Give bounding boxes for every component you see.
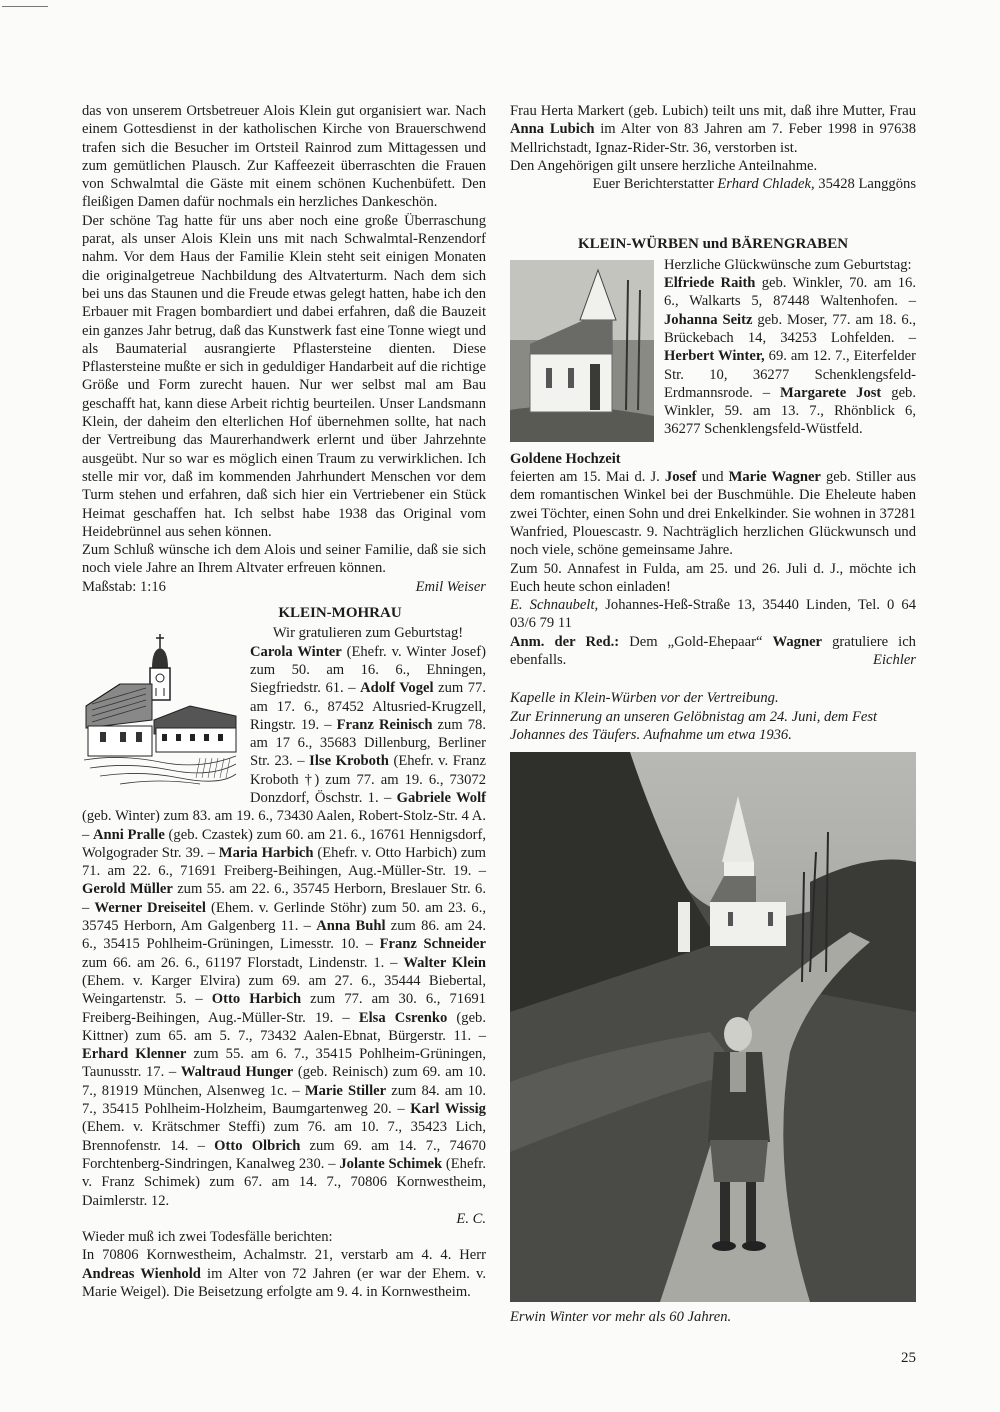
mohrau-details: zum 78. am 17 6., 35683 Dillenburg, Berliner Str. 23. –: [250, 716, 486, 770]
editor-note-signature: Eichler: [873, 652, 916, 669]
mohrau-signature-row: [82, 1210, 486, 1228]
wuerben-name: Herbert Winter,: [664, 348, 765, 365]
editor-note-name: Wagner: [772, 633, 823, 650]
wuerben-name: Elfriede Raith: [664, 275, 756, 292]
paragraph-visit: das von unserem Ortsbetreuer Alois Klein gut organisiert war. Nach einem Gottesdienst in der katholischen Kirche von Brauerschwend trafen sich die Besucher im Ortsteil Rainrod zum Mittagessen und zum gemütlichen Plausch. Zur Kaffeezeit überraschten die Frauen von Schwalmtal die Gäste mit einem schönen Kuchenbüfett. Den fleißigen Damen dafür nochmals ein herzliches Dankeschön.: [82, 103, 486, 211]
paragraph-closing: Zum Schluß wünsche ich dem Alois und seiner Familie, daß sie sich noch viele Jahre an Ihrem Altvater erfreuen können.: [82, 542, 486, 577]
wuerben-details: 69. am 12. 7., Eiterfelder Str. 10, 36277 Schenklengsfeld-Erdmannsrode. –: [664, 348, 916, 401]
reporter-line: [510, 175, 916, 193]
mohrau-name: Adolf Vogel: [360, 680, 434, 697]
wuerben-details: geb. Winkler, 70. am 16. 6., Walkarts 5, 87448 Waltenhofen. –: [664, 275, 916, 310]
editor-note-part2: gratuliere ich ebenfalls.: [510, 633, 916, 669]
lubich-notice-name: Anna Lubich: [510, 121, 595, 138]
death-intro: Wieder muß ich zwei Todesfälle berichten:: [82, 1229, 333, 1246]
reporter-label: Euer Berichterstatter: [592, 176, 718, 193]
mohrau-details: (Ehefr. v. Franz Kroboth †) zum 77. am 19. 6., 73072 Donzdorf, Öschstr. 1. –: [250, 753, 486, 806]
mohrau-details: (Ehefr. v. Otto Harbich) zum 71. am 22. 6., 71691 Freiberg-Beihingen, Aug.-Müller-Str. 19. –: [82, 844, 486, 880]
lubich-notice-part1: Frau Herta Markert (geb. Lubich) teilt uns mit, daß ihre Mutter, Frau: [510, 103, 916, 119]
reporter-name: Erhard Chladek,: [717, 176, 815, 193]
wuerben-details: geb. Winkler, 59. am 13. 7., Rhönblick 6, 36277 Schenklengsfeld-Wüstfeld.: [664, 384, 916, 438]
mohrau-details: zum 86. am 24. 6., 35415 Pohlheim-Grüningen, Limesstr. 10. –: [82, 918, 486, 953]
wuerben-name: Johanna Seitz: [664, 311, 753, 328]
mohrau-details: (Ehem. v. Krätschmer Steffi) zum 76. am 10. 7., 35423 Lich, Brennofenstr. 14. –: [82, 1119, 486, 1154]
annafest-invite: Zum 50. Annafest in Fulda, am 25. und 26. Juli d. J., möchte ich Euch heute schon einladen!: [510, 560, 916, 595]
right-column: [510, 102, 916, 1327]
mohrau-name: Gerold Müller: [82, 881, 173, 898]
mohrau-details: (Ehem. v. Gerlinde Stöhr) zum 50. am 23. 6., 35745 Herborn, Am Galgenberg 11. –: [82, 899, 486, 935]
village-sketch-image: [80, 628, 240, 788]
mohrau-name: Waltraud Hunger: [180, 1064, 294, 1081]
contact-address: Johannes-Heß-Straße 13, 35440 Linden, Tel. 0 64 03/6 79 11: [510, 597, 916, 632]
heading-klein-mohrau: KLEIN-MOHRAU: [278, 605, 402, 622]
paragraph-altvaterturm: Der schöne Tag hatte für uns aber noch eine große Überraschung parat, als unser Alois Klein uns mit nach Schwalmtal-Renzendorf nahm. Vor dem Haus der Familie Klein steht seit einigen Monaten die originalgetreue Nachbildung des Altvaterturm. Nach dem sich bei uns das Staunen und die Freude etwas gelegt hatten, habe ich den Erbauer mit Fragen bombardiert und dabei erfahren, daß die Bauzeit ein ganzes Jahr betrug, daß das Kunstwerk fast eine Tonne wiegt und als Baumaterial ausrangierte Pflastersteine dienten. Diese Pflastersteine mußte er sich in geduldiger Handarbeit auf die richtige Größe und Form zurecht hauen. Nur wer selbst mal am Bau geschafft hat, kann diese Arbeit richtig beurteilen. Unser Landsmann Klein, der daheim den elterlichen Hof übernehmen sollte, hat nach der Vertreibung das Maurerhandwerk erlernt und über Jahrzehnte ausgeübt. Nur so war es möglich einen Traum zu verwirklichen. Ich stelle mir vor, daß im kommenden Jahrhundert Menschen vor dem Turm stehen und erfahren, daß sich hier ein Vertriebener ein Stück Heimat geschaffen hat. Ich selbst habe 1938 das Original vom Heidebrünnel aus sehen können.: [82, 212, 486, 540]
mohrau-name: Carola Winter: [250, 643, 342, 660]
editor-note: [510, 633, 916, 670]
left-column: [82, 102, 486, 1301]
mohrau-details: zum 55. am 6. 7., 35415 Pohlheim-Grüningen, Taunusstr. 17. –: [82, 1046, 486, 1081]
golden-wedding-part1: feierten am 15. Mai d. J.: [510, 469, 665, 486]
contact-name: E. Schnaubelt,: [510, 597, 599, 614]
death-notice-part1: In 70806 Kornwestheim, Achalmstr. 21, verstarb am 4. 4. Herr: [82, 1247, 486, 1264]
mohrau-name: Karl Wissig: [410, 1101, 486, 1118]
mohrau-details: (geb. Czastek) zum 60. am 21. 6., 16761 Hennigsdorf, Wolgograder Str. 39. –: [82, 826, 486, 861]
mohrau-name: Otto Olbrich: [214, 1137, 301, 1154]
chapel-photo-drawing: [510, 260, 654, 442]
mohrau-name: Maria Harbich: [218, 844, 314, 861]
editor-note-label: Anm. der Red.:: [510, 633, 620, 650]
mohrau-details: (geb. Kittner) zum 65. am 5. 7., 73432 Aalen-Ebnat, Bürgerstr. 11. –: [82, 1009, 486, 1044]
mohrau-details: zum 84. am 10. 7., 35415 Pohlheim-Holzheim, Baumgartenweg 20. –: [82, 1082, 487, 1118]
mohrau-details: zum 66. am 26. 6., 61197 Florstadt, Lindenstr. 1. –: [82, 954, 404, 971]
mohrau-name: Walter Klein: [403, 954, 486, 971]
mohrau-name: Jolante Schimek: [339, 1155, 443, 1172]
page-edge-mark: [2, 6, 48, 7]
mohrau-name: Franz Reinisch: [336, 716, 433, 733]
golden-wedding-part2: und: [696, 469, 729, 486]
mohrau-signature: E. C.: [456, 1210, 486, 1227]
mohrau-name: Gabriele Wolf: [396, 789, 486, 806]
mohrau-details: zum 55. am 22. 6., 35745 Herborn, Breslauer Str. 6. –: [82, 881, 486, 916]
chapel-caption: Kapelle in Klein-Würben vor der Vertreibung.: [510, 690, 779, 707]
scale-signature-row: [82, 578, 486, 596]
reporter-place: 35428 Langgöns: [814, 176, 916, 193]
mohrau-name: Marie Stiller: [304, 1082, 387, 1099]
chapel-caption-detail: Zur Erinnerung an unseren Gelöbnistag am 24. Juni, dem Fest Johannes des Täufers. Aufnahme um etwa 1936.: [510, 708, 878, 743]
heading-klein-wuerben: KLEIN-WÜRBEN und BÄRENGRABEN: [577, 236, 849, 253]
lubich-notice-part2: im Alter von 83 Jahren am 7. Feber 1998 in 97638 Mellrichstadt, Ignaz-Rider-Str. 36, verstorben ist.: [510, 121, 916, 156]
mohrau-name: Werner Dreiseitel: [94, 899, 206, 916]
golden-wedding-text: [510, 468, 916, 559]
wuerben-intro: Herzliche Glückwünsche zum Geburtstag:: [664, 256, 912, 273]
golden-wedding-name1: Josef: [664, 469, 697, 486]
mohrau-details: (geb. Winter) zum 83. am 19. 6., 73430 Aalen, Robert-Stolz-Str. 4 A. –: [82, 808, 486, 843]
death-notice-name: Andreas Wienhold: [82, 1265, 201, 1282]
mohrau-name: Otto Harbich: [211, 991, 302, 1008]
death-notice: [82, 1246, 486, 1301]
mohrau-intro: Wir gratulieren zum Geburtstag!: [272, 625, 464, 642]
mohrau-name: Franz Schneider: [379, 936, 486, 953]
page-number: 25: [901, 1350, 916, 1366]
mohrau-details: zum 77. am 30. 6., 71691 Freiberg-Beihingen, Aug.-Müller-Str. 19. –: [82, 991, 486, 1026]
mohrau-details: zum 77. am 17. 6., 87452 Altusried-Krugzell, Ringstr. 19. –: [250, 680, 487, 733]
mohrau-name: Erhard Klenner: [82, 1046, 187, 1063]
golden-wedding-name2: Marie Wagner: [728, 469, 821, 486]
mohrau-details: (geb. Reinisch) zum 69. am 10. 7., 81919 München, Alsenweg 1c. –: [82, 1064, 487, 1099]
mohrau-details: (Ehefr. v. Franz Schimek) zum 67. am 14. 7., 70806 Kornwestheim, Daimlerstr. 12.: [82, 1155, 487, 1209]
erwin-winter-photo: [510, 752, 916, 1302]
condolence-line: Den Angehörigen gilt unsere herzliche Anteilnahme.: [510, 157, 818, 174]
author-signature: Emil Weiser: [415, 578, 486, 595]
editor-note-part1: Dem „Gold-Ehepaar“: [619, 633, 773, 650]
mohrau-name: Elsa Csrenko: [358, 1009, 448, 1026]
mohrau-details: (Ehefr. v. Winter Josef) zum 50. am 16. 6., Ehningen, Siegfriedstr. 61. –: [250, 643, 486, 697]
wuerben-details: geb. Moser, 77. am 18. 6., Brückebach 14, 34253 Lohfelden. –: [664, 311, 916, 346]
chapel-photo: [510, 260, 654, 442]
mohrau-name: Ilse Kroboth: [309, 753, 389, 770]
scale-note: Maßstab: 1:16: [82, 578, 166, 595]
wuerben-name: Margarete Jost: [780, 384, 882, 401]
golden-wedding-part3: geb. Stiller aus dem romantischen Winkel bei der Buschmühle. Die Eheleute haben zwei Töchter, einen Sohn und drei Enkelkinder. Sie wohnen in 37281 Wanfried, Plouescastr. 9. Nachträglich herzlichen Glückwunsch und noch viele, schöne gemeinsame Jahre.: [510, 469, 917, 559]
mohrau-name: Anni Pralle: [93, 826, 165, 843]
erwin-winter-caption: Erwin Winter vor mehr als 60 Jahren.: [510, 1309, 732, 1326]
erwin-winter-photo-drawing: [510, 752, 916, 1302]
heading-goldene-hochzeit: Goldene Hochzeit: [510, 450, 621, 467]
contact-line: [510, 596, 916, 633]
death-notice-part2: im Alter von 72 Jahren (er war der Ehem. v. Marie Weigel). Die Beisetzung erfolgte am 9. 4. in Kornwestheim.: [82, 1265, 486, 1300]
mohrau-details: zum 69. am 14. 7., 74670 Forchtenberg-Sindringen, Kanalweg 230. –: [82, 1137, 486, 1172]
mohrau-details: (Ehem. v. Karger Elvira) zum 69. am 27. 6., 35444 Biebertal, Weingartenstr. 5. –: [82, 972, 486, 1008]
mohrau-name: Anna Buhl: [316, 918, 386, 935]
lubich-notice: [510, 102, 916, 157]
